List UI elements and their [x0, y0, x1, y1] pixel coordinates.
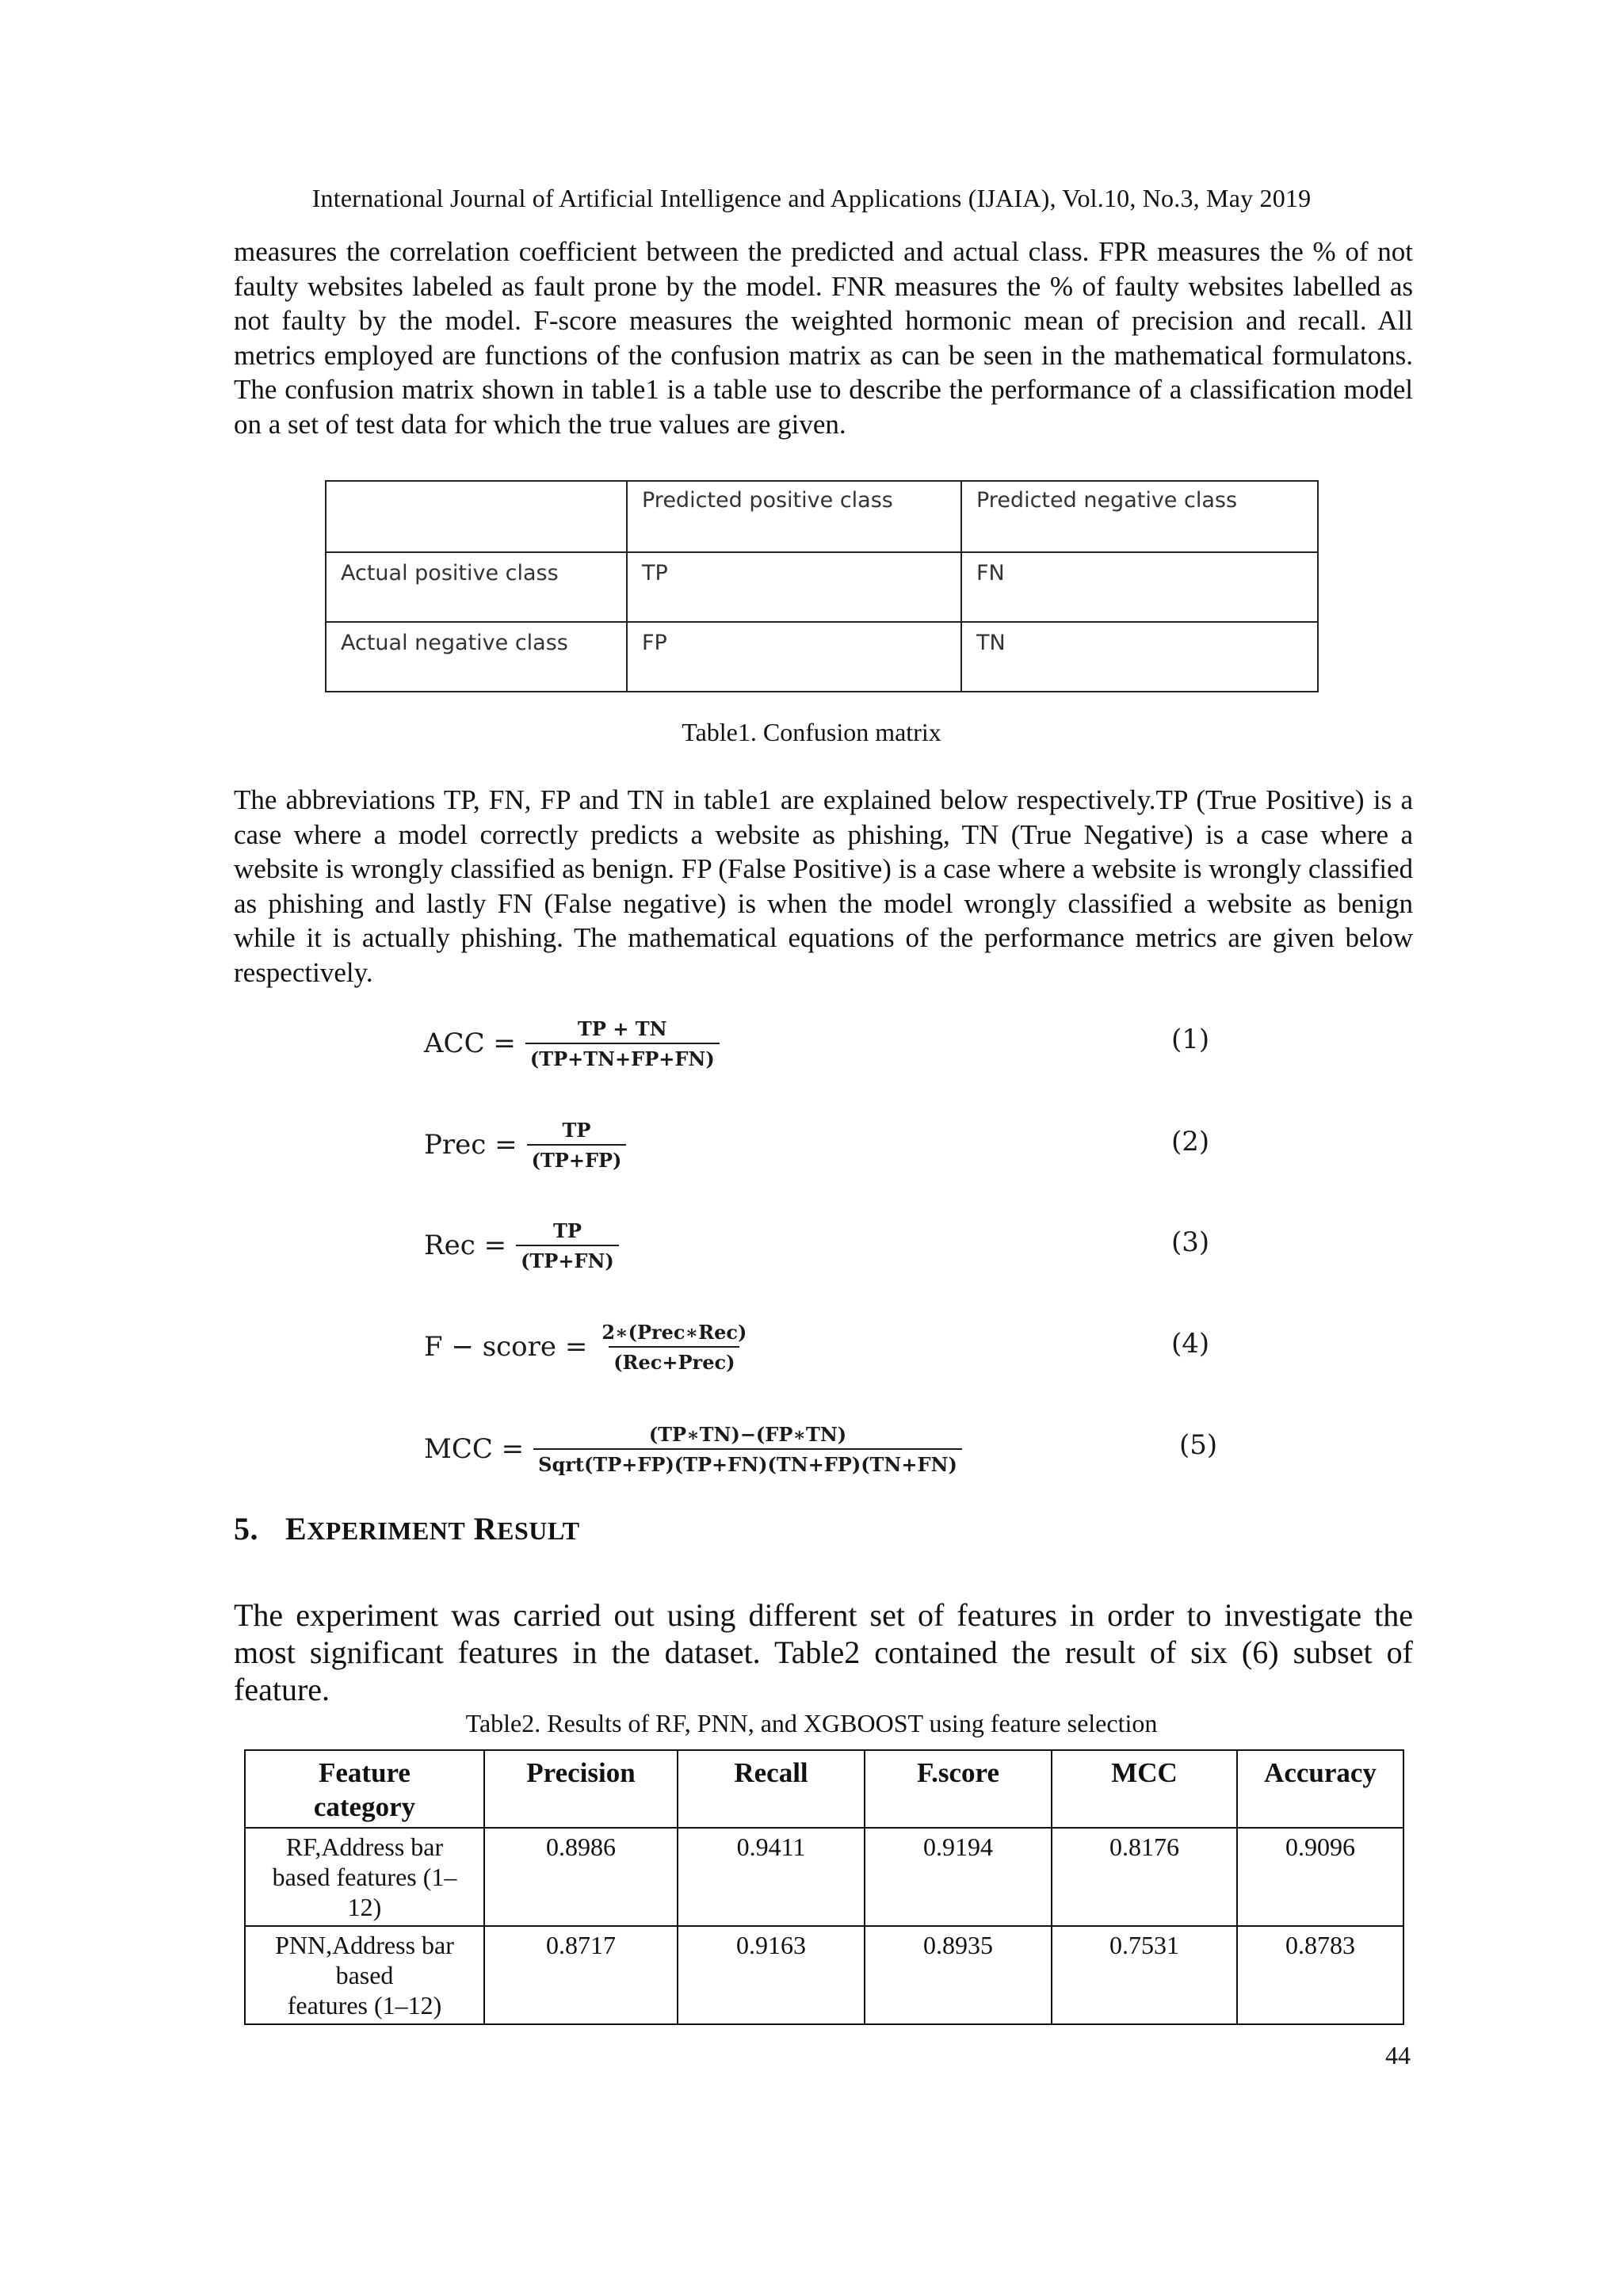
numerator: 2∗(Prec∗Rec): [601, 1320, 747, 1344]
section-title-r: R: [473, 1511, 498, 1547]
section-title-xperiment: XPERIMENT: [307, 1516, 466, 1545]
fraction: [597, 1321, 751, 1374]
paragraph-experiment: The experiment was carried out using different set of features in order to investigate the most significant features in the dataset. Table2 contained the result of six (6) subset of feature.: [234, 1597, 1413, 1707]
running-head: International Journal of Artificial Intelligence and Applications (IJAIA), Vol.10, No.3, May 2019: [311, 184, 1312, 212]
equation-lhs: ACC =: [424, 1028, 516, 1059]
equation-precision: [424, 1109, 626, 1180]
cell-recall: 0.9411: [678, 1828, 865, 1926]
header-feature-line: Feature: [319, 1757, 411, 1788]
cm-row-label-actual-negative: Actual negative class: [326, 622, 627, 692]
cell-precision: 0.8717: [484, 1926, 678, 2024]
table1-caption: Table1. Confusion matrix: [682, 718, 941, 746]
numerator: TP: [552, 1219, 582, 1242]
cell-precision: 0.8986: [484, 1828, 678, 1926]
table2-caption: Table2. Results of RF, PNN, and XGBOOST using feature selection: [465, 1709, 1158, 1737]
paragraph-abbreviations: The abbreviations TP, FN, FP and TN in table1 are explained below respectively.TP (True Positive) is a case where a model correctly predicts a website as phishing, TN (True Negative) is a case where a website is wrongly classified as benign. FP (False Positive) is a case where a website is wrongly classified as phishing and lastly FN (False negative) is when the model wrongly classified a website as benign while it is actually phishing. The mathematical equations of the performance metrics are given below respectively.: [234, 784, 1413, 988]
denominator: Sqrt(TP+FP)(TP+FN)(TN+FP)(TN+FN): [533, 1448, 962, 1476]
numerator: TP + TN: [578, 1016, 667, 1040]
cell-mcc: 0.8176: [1052, 1828, 1237, 1926]
section-title-esult: ESULT: [497, 1516, 580, 1545]
header-recall: Recall: [678, 1750, 865, 1828]
cell-fscore: 0.9194: [865, 1828, 1052, 1926]
category-line: features (1–12): [287, 1991, 442, 2019]
equation-f-score: [424, 1311, 751, 1383]
cell-recall: 0.9163: [678, 1926, 865, 2024]
category-line: based: [335, 1961, 394, 1989]
cell-fscore: 0.8935: [865, 1926, 1052, 2024]
section-number: 5.: [234, 1511, 258, 1547]
row-category: [245, 1828, 484, 1926]
cm-header-predicted-positive: Predicted positive class: [627, 481, 961, 552]
header-mcc: MCC: [1052, 1750, 1237, 1828]
numerator: TP: [562, 1118, 591, 1142]
denominator: (TP+FN): [516, 1245, 619, 1272]
category-line: 12): [347, 1893, 382, 1921]
table-row: [245, 1926, 1403, 2024]
header-category-line: category: [313, 1791, 416, 1822]
header-accuracy: Accuracy: [1237, 1750, 1403, 1828]
header-feature-category: [245, 1750, 484, 1828]
category-line: RF,Address bar: [285, 1833, 444, 1861]
results-table: [244, 1749, 1404, 2025]
fraction: [533, 1423, 962, 1476]
fraction: [525, 1017, 720, 1070]
denominator: (Rec+Prec): [609, 1346, 739, 1374]
row-category: [245, 1926, 484, 2024]
equation-lhs: F − score =: [424, 1331, 588, 1363]
cm-header-predicted-negative: Predicted negative class: [961, 481, 1318, 552]
equation-lhs: MCC =: [424, 1433, 525, 1465]
cell-accuracy: 0.8783: [1237, 1926, 1403, 2024]
cell-accuracy: 0.9096: [1237, 1828, 1403, 1926]
cm-cell-tp: TP: [627, 552, 961, 622]
equation-mcc: [424, 1413, 962, 1485]
equation-number: (1): [1171, 1024, 1210, 1055]
fraction: [516, 1219, 619, 1272]
equation-number: (5): [1179, 1429, 1218, 1461]
section-heading: [234, 1510, 580, 1547]
page-number: 44: [1385, 2041, 1411, 2069]
category-line: PNN,Address bar: [275, 1931, 454, 1959]
header-fscore: F.score: [865, 1750, 1052, 1828]
confusion-matrix-table: [325, 480, 1319, 692]
equation-recall: [424, 1210, 619, 1281]
header-precision: Precision: [484, 1750, 678, 1828]
equation-number: (2): [1171, 1126, 1210, 1158]
cm-cell-fp: FP: [627, 622, 961, 692]
equation-accuracy: [424, 1008, 720, 1079]
section-title-e: E: [285, 1511, 307, 1547]
equation-number: (4): [1171, 1328, 1210, 1360]
fraction: [527, 1119, 627, 1172]
cm-row-label-actual-positive: Actual positive class: [326, 552, 627, 622]
cm-cell-tn: TN: [961, 622, 1318, 692]
denominator: (TP+TN+FP+FN): [525, 1043, 720, 1070]
table-row: [245, 1828, 1403, 1926]
equation-number: (3): [1171, 1226, 1210, 1258]
paragraph-metrics: measures the correlation coefficient between the predicted and actual class. FPR measures the % of not faulty websites labeled as fault prone by the model. FNR measures the % of faulty websites labelled as not faulty by the model. F-score measures the weighted hormonic mean of precision and recall. All metrics employed are functions of the confusion matrix as can be seen in the mathematical formulatons. The confusion matrix shown in table1 is a table use to describe the performance of a classification model on a set of test data for which the true values are given.: [234, 236, 1413, 440]
cell-mcc: 0.7531: [1052, 1926, 1237, 2024]
numerator: (TP∗TN)−(FP∗TN): [648, 1422, 847, 1446]
category-line: based features (1–: [272, 1863, 457, 1891]
equation-lhs: Rec =: [424, 1230, 507, 1261]
equation-lhs: Prec =: [424, 1129, 517, 1161]
denominator: (TP+FP): [527, 1144, 627, 1172]
cm-header-empty: [326, 481, 627, 552]
cm-cell-fn: FN: [961, 552, 1318, 622]
